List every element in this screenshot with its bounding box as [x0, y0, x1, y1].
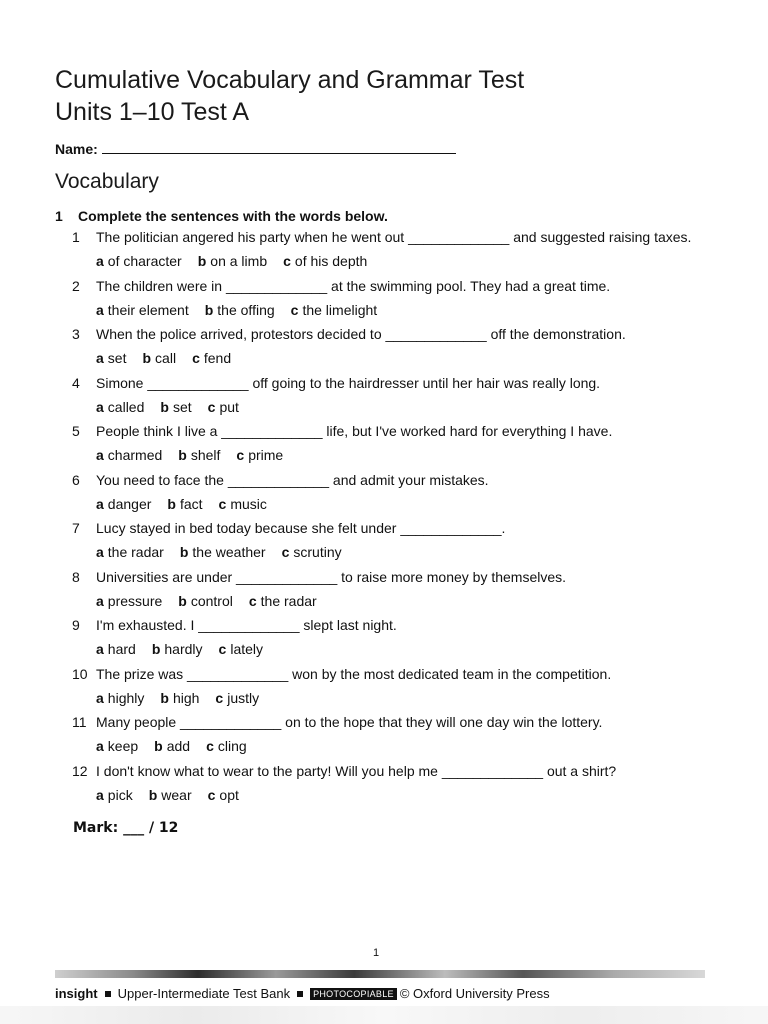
option-text: music	[230, 495, 267, 512]
option-text: the radar	[260, 592, 317, 609]
name-field[interactable]	[55, 140, 456, 157]
question-item	[72, 278, 610, 294]
answer-option[interactable]	[160, 690, 199, 706]
answer-option[interactable]	[142, 350, 176, 366]
answer-option[interactable]	[208, 399, 239, 415]
option-text: control	[190, 592, 233, 609]
answer-option[interactable]	[215, 690, 259, 706]
answer-option[interactable]	[208, 787, 239, 803]
exercise-instruction	[55, 208, 388, 224]
answer-option[interactable]	[154, 738, 190, 754]
answer-options	[96, 787, 255, 803]
question-number: 4	[72, 374, 80, 391]
question-number: 3	[72, 326, 80, 342]
question-number: 6	[72, 471, 80, 488]
option-letter: c	[283, 253, 291, 269]
question-text: The children were in _____________ at the swimming pool. They had a great time.	[96, 277, 611, 294]
option-letter: a	[96, 689, 104, 706]
answer-options	[96, 738, 263, 754]
answer-option[interactable]	[96, 350, 126, 366]
question-text: The prize was _____________ won by the most dedicated team in the competition.	[96, 665, 612, 682]
option-text: shelf	[190, 447, 221, 463]
answer-options	[96, 399, 255, 415]
option-letter: b	[179, 544, 189, 560]
option-text: of his depth	[294, 253, 368, 269]
answer-options	[96, 544, 358, 560]
question-text: Simone _____________ off going to the hairdresser until her hair was really long.	[96, 374, 601, 391]
answer-options	[96, 350, 247, 366]
option-letter: c	[248, 592, 257, 609]
question-text: Universities are under _____________ to raise more money by themselves.	[96, 568, 567, 585]
question-number: 1	[72, 229, 80, 245]
answer-option[interactable]	[96, 738, 138, 754]
question-text: When the police arrived, protestors decided to _____________ off the demonstration.	[96, 326, 626, 342]
question-item	[72, 472, 489, 488]
option-text: keep	[107, 738, 139, 754]
question-item	[72, 763, 616, 779]
question-item	[72, 423, 612, 439]
question-number: 9	[72, 617, 80, 633]
answer-option[interactable]	[96, 690, 144, 706]
answer-option[interactable]	[149, 787, 192, 803]
question-item	[72, 375, 600, 391]
answer-option[interactable]	[152, 641, 203, 657]
answer-option[interactable]	[236, 447, 283, 463]
footer	[55, 986, 550, 1001]
option-letter: a	[96, 738, 104, 754]
answer-option[interactable]	[219, 641, 263, 657]
question-item	[72, 714, 602, 730]
answer-option[interactable]	[96, 302, 189, 318]
instruction-text: Complete the sentences with the words below.	[78, 208, 388, 224]
option-text: add	[166, 738, 191, 754]
question-item	[72, 229, 691, 245]
option-text: the limelight	[302, 301, 378, 318]
option-letter: c	[192, 350, 200, 366]
square-bullet-icon	[297, 991, 303, 997]
answer-option[interactable]	[160, 399, 191, 415]
option-text: fend	[203, 350, 232, 366]
answer-option[interactable]	[178, 593, 233, 609]
name-label: Name:	[55, 141, 98, 157]
option-text: pick	[107, 786, 133, 803]
option-text: scrutiny	[293, 544, 342, 560]
answer-option[interactable]	[283, 253, 367, 269]
brand-logo: insight	[55, 986, 98, 1001]
answer-options	[96, 641, 279, 657]
option-text: charmed	[107, 447, 163, 463]
square-bullet-icon	[105, 991, 111, 997]
copyright-text: © Oxford University Press	[399, 986, 550, 1001]
question-text: I'm exhausted. I _____________ slept last night.	[96, 617, 397, 633]
answer-options	[96, 447, 299, 463]
option-text: set	[107, 350, 127, 366]
option-text: the radar	[107, 544, 164, 560]
question-number: 2	[72, 277, 80, 294]
answer-option[interactable]	[96, 253, 182, 269]
question-number: 7	[72, 520, 80, 536]
answer-option[interactable]	[291, 302, 378, 318]
option-text: called	[107, 398, 145, 415]
question-number: 10	[72, 665, 88, 682]
answer-option[interactable]	[96, 447, 162, 463]
option-letter: b	[178, 447, 187, 463]
option-letter: b	[148, 786, 158, 803]
option-letter: a	[96, 495, 104, 512]
answer-options	[96, 690, 275, 706]
title-line-1: Cumulative Vocabulary and Grammar Test	[55, 66, 525, 94]
option-letter: c	[218, 641, 227, 657]
option-letter: b	[160, 398, 169, 415]
option-text: prime	[248, 447, 284, 463]
section-title: Vocabulary	[55, 170, 159, 193]
series-name: Upper-Intermediate Test Bank	[117, 986, 291, 1001]
page-number: 1	[373, 947, 380, 959]
answer-option[interactable]	[206, 738, 247, 754]
option-letter: b	[160, 689, 169, 706]
option-text: danger	[107, 495, 152, 512]
option-letter: b	[151, 641, 161, 657]
option-letter: a	[96, 350, 104, 366]
question-item	[72, 520, 505, 536]
mark-line: Mark: ___ / 12	[73, 820, 179, 836]
option-letter: c	[218, 495, 227, 512]
question-text: Lucy stayed in bed today because she felt under _____________.	[96, 520, 506, 536]
option-letter: a	[96, 544, 104, 560]
title-line-2: Units 1–10 Test A	[55, 98, 250, 126]
answer-options	[96, 302, 393, 318]
option-text: lately	[230, 641, 264, 657]
option-letter: c	[290, 301, 299, 318]
question-text: Many people _____________ on to the hope that they will one day win the lottery.	[96, 714, 603, 730]
option-letter: c	[206, 738, 214, 754]
answer-option[interactable]	[96, 496, 151, 512]
question-text: You need to face the _____________ and admit your mistakes.	[96, 471, 489, 488]
option-letter: b	[142, 350, 152, 366]
exercise-number: 1	[55, 208, 63, 224]
option-letter: a	[96, 447, 104, 463]
name-blank-line[interactable]	[102, 140, 456, 154]
option-letter: a	[96, 253, 104, 269]
option-text: highly	[107, 689, 145, 706]
question-number: 12	[72, 762, 88, 779]
decorative-band	[55, 970, 705, 978]
question-text: The politician angered his party when he went out _____________ and suggested raising taxes.	[96, 229, 692, 245]
option-letter: a	[96, 301, 104, 318]
question-text: People think I live a _____________ life, but I've worked hard for everything I have.	[96, 423, 613, 439]
option-letter: b	[167, 495, 176, 512]
option-letter: c	[281, 544, 290, 560]
answer-option[interactable]	[96, 787, 133, 803]
answer-option[interactable]	[249, 593, 317, 609]
option-letter: a	[96, 592, 104, 609]
question-item	[72, 326, 626, 342]
question-item	[72, 666, 611, 682]
option-text: fact	[179, 495, 203, 512]
answer-option[interactable]	[219, 496, 267, 512]
answer-option[interactable]	[96, 399, 144, 415]
question-number: 5	[72, 423, 80, 439]
option-text: opt	[219, 786, 239, 803]
option-letter: a	[96, 641, 104, 657]
option-text: high	[172, 689, 200, 706]
option-letter: a	[96, 398, 104, 415]
question-text: I don't know what to wear to the party! Will you help me _____________ out a shirt?	[96, 762, 617, 779]
option-text: call	[155, 350, 177, 366]
option-letter: b	[178, 592, 187, 609]
answer-option[interactable]	[205, 302, 275, 318]
option-text: on a limb	[210, 253, 268, 269]
answer-options	[96, 253, 383, 269]
answer-option[interactable]	[96, 544, 164, 560]
option-letter: c	[236, 447, 245, 463]
page-title	[55, 64, 524, 128]
answer-option[interactable]	[180, 544, 266, 560]
option-text: hard	[107, 641, 136, 657]
question-item	[72, 617, 397, 633]
option-letter: b	[204, 301, 214, 318]
option-text: justly	[227, 689, 260, 706]
option-letter: c	[207, 398, 216, 415]
option-letter: b	[154, 738, 163, 754]
answer-options	[96, 593, 333, 609]
question-number: 11	[72, 714, 87, 730]
option-letter: b	[197, 253, 207, 269]
option-text: pressure	[107, 592, 163, 609]
option-letter: c	[215, 689, 224, 706]
option-text: put	[219, 398, 239, 415]
answer-option[interactable]	[96, 641, 136, 657]
option-text: the offing	[217, 301, 275, 318]
option-text: of character	[107, 253, 182, 269]
option-letter: c	[207, 786, 216, 803]
answer-options	[96, 496, 283, 512]
question-item	[72, 569, 566, 585]
answer-option[interactable]	[282, 544, 342, 560]
answer-option[interactable]	[96, 593, 162, 609]
question-number: 8	[72, 568, 80, 585]
option-text: hardly	[164, 641, 203, 657]
answer-option[interactable]	[167, 496, 202, 512]
answer-option[interactable]	[192, 350, 231, 366]
option-letter: a	[96, 786, 104, 803]
page-edge	[0, 1006, 768, 1024]
option-text: the weather	[192, 544, 266, 560]
option-text: cling	[217, 738, 247, 754]
answer-option[interactable]	[178, 447, 220, 463]
option-text: wear	[161, 786, 192, 803]
answer-option[interactable]	[198, 253, 267, 269]
option-text: their element	[107, 301, 189, 318]
photocopiable-badge: PHOTOCOPIABLE	[310, 988, 397, 1000]
option-text: set	[172, 398, 192, 415]
